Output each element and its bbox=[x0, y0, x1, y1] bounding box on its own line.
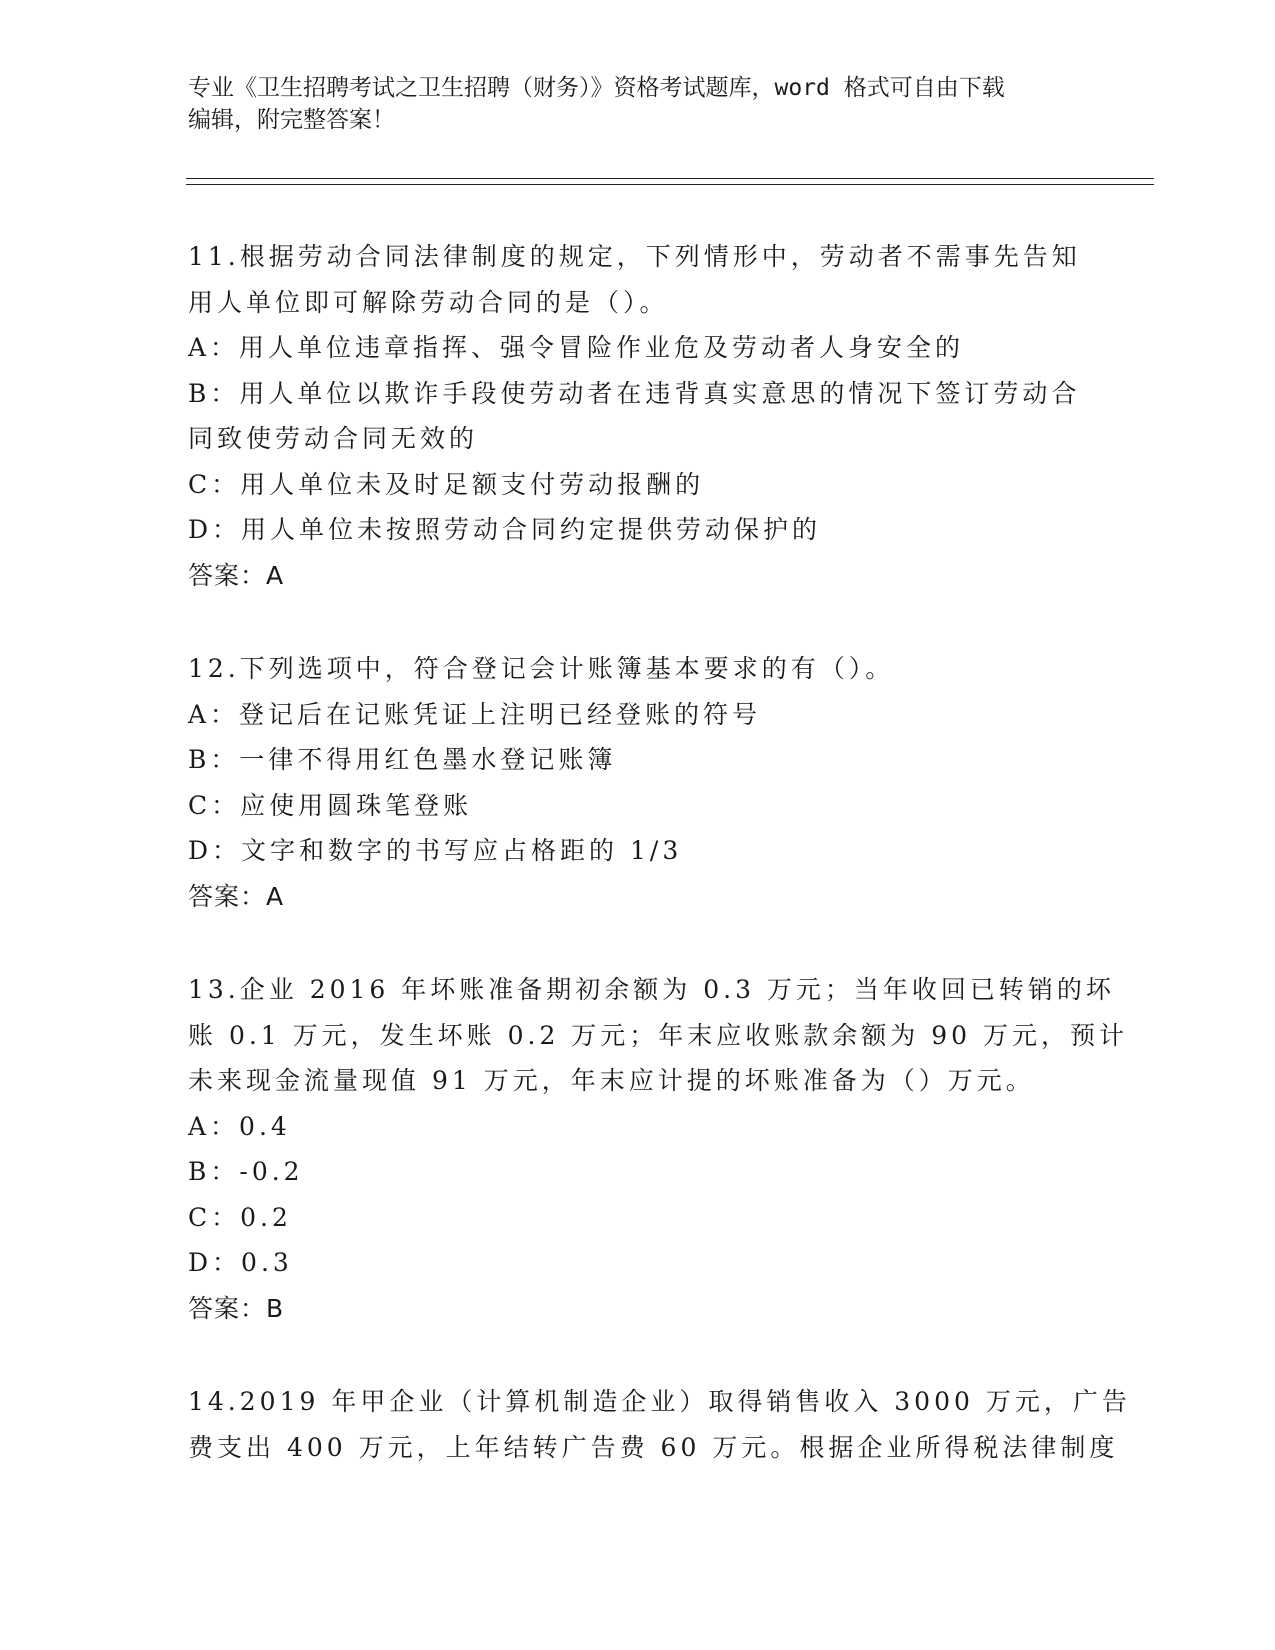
option-b-continued: 同致使劳动合同无效的 bbox=[188, 424, 479, 453]
question-stem-line: 未来现金流量现值 91 万元，年末应计提的坏账准备为（）万元。 bbox=[188, 1066, 1035, 1095]
option-d: D：0.3 bbox=[188, 1248, 293, 1277]
option-a: A：0.4 bbox=[188, 1111, 291, 1141]
question-stem-line: 账 0.1 万元，发生坏账 0.2 万元；年末应收账款余额为 90 万元，预计 bbox=[188, 1020, 1129, 1050]
option-c: C：0.2 bbox=[188, 1202, 292, 1232]
question-stem-line: 用人单位即可解除劳动合同的是（）。 bbox=[188, 287, 669, 317]
document-header bbox=[188, 72, 1088, 136]
answer: 答案：A bbox=[188, 881, 285, 911]
option-b: B：一律不得用红色墨水登记账簿 bbox=[188, 745, 617, 774]
question-stem-line: 14.2019 年甲企业（计算机制造企业）取得销售收入 3000 万元，广告 bbox=[188, 1387, 1131, 1416]
header-line: 编辑，附完整答案！ bbox=[188, 107, 395, 133]
question-stem-line: 费支出 400 万元，上年结转广告费 60 万元。根据企业所得税法律制度 bbox=[188, 1432, 1119, 1462]
question-13 bbox=[188, 967, 1129, 1331]
question-11 bbox=[188, 234, 1088, 598]
option-b: B：用人单位以欺诈手段使劳动者在违背真实意思的情况下签订劳动合 bbox=[188, 378, 1081, 408]
option-c: C：应使用圆珠笔登账 bbox=[188, 790, 473, 820]
header-line: 专业《卫生招聘考试之卫生招聘（财务）》资格考试题库，word 格式可自由下载 bbox=[188, 75, 1005, 101]
question-12 bbox=[188, 646, 1088, 919]
option-b: B：-0.2 bbox=[188, 1157, 304, 1186]
question-stem-line: 12.下列选项中，符合登记会计账簿基本要求的有（）。 bbox=[188, 654, 895, 683]
question-list bbox=[188, 234, 1131, 1518]
header-divider-bottom bbox=[186, 184, 1154, 185]
header-divider-top bbox=[186, 178, 1154, 179]
option-d: D：文字和数字的书写应占格距的 1/3 bbox=[188, 836, 683, 865]
question-stem-line: 13.企业 2016 年坏账准备期初余额为 0.3 万元；当年收回已转销的坏 bbox=[188, 975, 1115, 1004]
question-14 bbox=[188, 1379, 1131, 1470]
option-c: C：用人单位未及时足额支付劳动报酬的 bbox=[188, 469, 705, 499]
option-a: A：登记后在记账凭证上注明已经登账的符号 bbox=[188, 699, 762, 729]
answer: 答案：B bbox=[188, 1293, 285, 1323]
answer: 答案：A bbox=[188, 560, 285, 590]
option-a: A：用人单位违章指挥、强令冒险作业危及劳动者人身安全的 bbox=[188, 333, 965, 362]
question-stem-line: 11.根据劳动合同法律制度的规定，下列情形中，劳动者不需事先告知 bbox=[188, 242, 1081, 271]
option-d: D：用人单位未按照劳动合同约定提供劳动保护的 bbox=[188, 515, 822, 544]
